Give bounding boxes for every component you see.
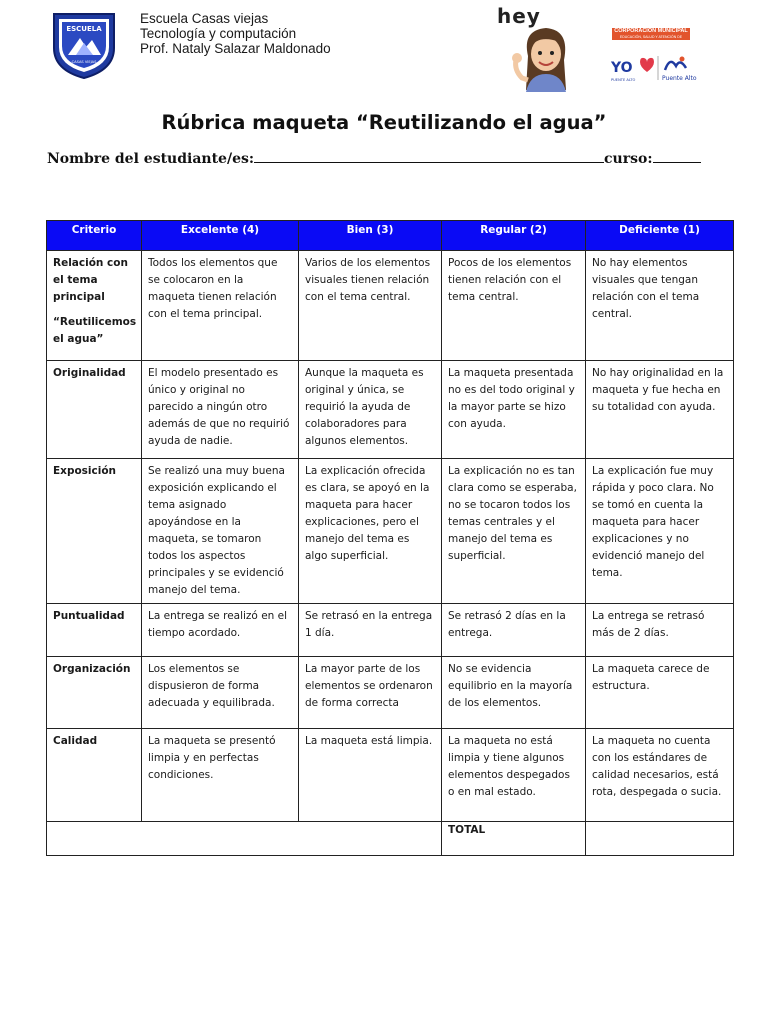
rating-cell: La mayor parte de los elementos se ordenaron de forma correcta [299, 657, 442, 729]
table-row [47, 604, 734, 657]
table-row [47, 361, 734, 459]
rating-cell: Se realizó una muy buena exposición explicando el tema asignado apoyándose en la maqueta, se tomaron todos los aspectos principales y se evidenció manejo del tema. [142, 459, 299, 604]
rating-cell: La explicación no es tan clara como se esperaba, no se tocaron todos los temas centrales y el manejo del tema es superficial. [442, 459, 586, 604]
teacher-avatar-illustration [508, 20, 584, 92]
rating-cell: Se retrasó en la entrega 1 día. [299, 604, 442, 657]
rating-cell: Los elementos se dispusieron de forma adecuada y equilibrada. [142, 657, 299, 729]
header-criterion: Criterio [47, 221, 142, 251]
rating-cell: La maqueta se presentó limpia y en perfectas condiciones. [142, 729, 299, 822]
header-good: Bien (3) [299, 221, 442, 251]
teacher-name: Prof. Nataly Salazar Maldonado [140, 41, 331, 56]
rating-cell: La entrega se realizó en el tiempo acordado. [142, 604, 299, 657]
student-name-label: Nombre del estudiante/es: [47, 151, 255, 167]
student-name-line [47, 150, 701, 167]
criterion-note: “Reutilicemos el agua” [53, 316, 137, 345]
school-info [140, 11, 331, 56]
rating-cell: La maqueta presentada no es del todo original y la mayor parte se hizo con ayuda. [442, 361, 586, 459]
rating-cell: La entrega se retrasó más de 2 días. [586, 604, 734, 657]
subject-name: Tecnología y computación [140, 26, 297, 41]
rating-cell: La maqueta está limpia. [299, 729, 442, 822]
rating-cell: No se evidencia equilibrio en la mayoría de los elementos. [442, 657, 586, 729]
rating-cell: No hay elementos visuales que tengan relación con el tema central. [586, 251, 734, 361]
rating-cell: No hay originalidad en la maqueta y fue hecha en su totalidad con ayuda. [586, 361, 734, 459]
svg-text:CASAS VIEJAS: CASAS VIEJAS [71, 60, 97, 64]
rating-cell: La explicación ofrecida es clara, se apoyó en la maqueta para hacer explicaciones, pero el manejo del tema es algo superficial. [299, 459, 442, 604]
rating-cell: Todos los elementos que se colocaron en la maqueta tienen relación con el tema principal. [142, 251, 299, 361]
header-deficient: Deficiente (1) [586, 221, 734, 251]
rubric-header-row [47, 221, 734, 251]
table-row [47, 657, 734, 729]
total-blank-cell [47, 822, 442, 856]
course-label: curso: [604, 151, 653, 167]
page-header [0, 0, 768, 100]
rating-cell: Aunque la maqueta es original y única, se requirió la ayuda de colaboradores para algunos elementos. [299, 361, 442, 459]
total-row [47, 822, 734, 856]
svg-text:ESCUELA: ESCUELA [66, 25, 102, 33]
table-row [47, 251, 734, 361]
rating-cell: Pocos de los elementos tienen relación con el tema central. [442, 251, 586, 361]
rating-cell: La maqueta no cuenta con los estándares de calidad necesarios, está rota, despegada o sucia. [586, 729, 734, 822]
criterion-label: Relación con el tema principal [53, 257, 128, 303]
svg-text:YO: YO [611, 60, 633, 76]
rating-cell: La explicación fue muy rápida y poco clara. No se tomó en cuenta la maqueta para hacer explicaciones y no evidenció manejo del tema. [586, 459, 734, 604]
rating-cell: La maqueta no está limpia y tiene algunos elementos despegados o en mal estado. [442, 729, 586, 822]
rubric-table [46, 220, 734, 856]
svg-text:Puente Alto: Puente Alto [662, 75, 697, 82]
table-row [47, 459, 734, 604]
criterion-cell: Exposición [47, 459, 142, 604]
corporation-badge: CORPORACIÓN MUNICIPAL EDUCACIÓN, SALUD Y ATENCIÓN DE MENORES [612, 28, 690, 40]
rating-cell: El modelo presentado es único y original no parecido a ningún otro además de que no requirió ayuda de nadie. [142, 361, 299, 459]
rating-cell: Se retrasó 2 días en la entrega. [442, 604, 586, 657]
hey-text: hey [497, 4, 541, 28]
rating-cell: Varios de los elementos visuales tienen relación con el tema central. [299, 251, 442, 361]
criterion-cell [47, 251, 142, 361]
header-regular: Regular (2) [442, 221, 586, 251]
municipality-logo [610, 52, 697, 84]
page-title: Rúbrica maqueta “Reutilizando el agua” [161, 111, 607, 134]
school-name: Escuela Casas viejas [140, 11, 269, 26]
criterion-cell: Originalidad [47, 361, 142, 459]
course-blank [653, 150, 701, 163]
student-name-blank [254, 150, 604, 163]
svg-text:PUENTE ALTO: PUENTE ALTO [611, 78, 636, 82]
table-row [47, 729, 734, 822]
rating-cell: La maqueta carece de estructura. [586, 657, 734, 729]
school-logo [46, 10, 122, 80]
criterion-cell: Puntualidad [47, 604, 142, 657]
criterion-cell: Calidad [47, 729, 142, 822]
total-score-field[interactable] [586, 822, 734, 856]
header-excellent: Excelente (4) [142, 221, 299, 251]
total-label: TOTAL [442, 822, 586, 856]
criterion-cell: Organización [47, 657, 142, 729]
